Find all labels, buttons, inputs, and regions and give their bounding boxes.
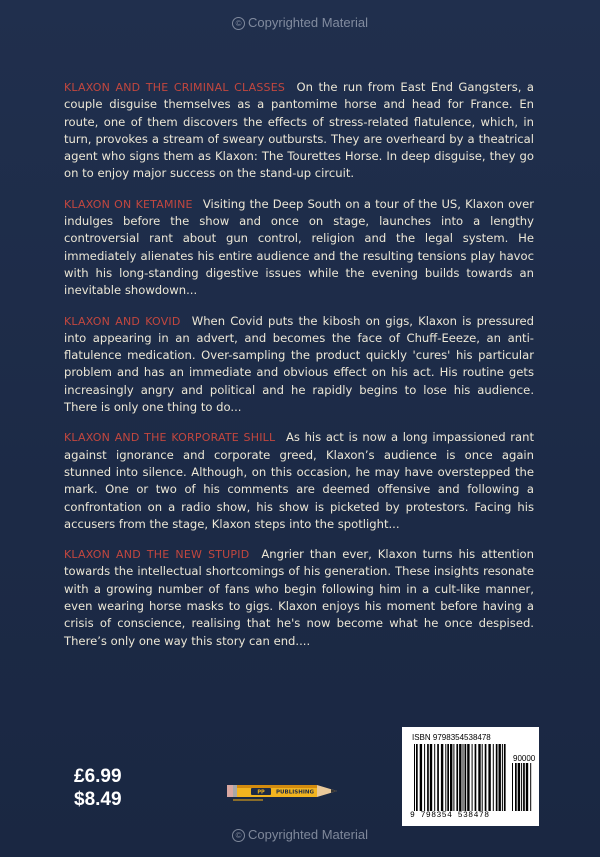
blurb-ketamine <box>64 196 534 300</box>
blurb-title: KLAXON ON KETAMINE <box>64 197 193 211</box>
price-usd: $8.49 <box>74 789 122 810</box>
price-code: 90000 <box>513 754 536 763</box>
addon-barcode-icon <box>512 763 534 811</box>
publisher-logo <box>225 776 345 806</box>
barcode-digits: 9 798354 538478 <box>410 811 490 820</box>
copyright-icon: © <box>232 17 245 30</box>
blurb-text: Visiting the Deep South on a tour of the US, Klaxon over indulges before the show and once on stage, launches into a lengthy controversial rant about gun control, religion and the legal system. He immediately alienates his entire audience and the resulting tensions play havoc with his long-standing digestive issues while the evening builds towards an inevitable showdown... <box>64 196 534 298</box>
publisher-name: PUBLISHING <box>276 789 314 796</box>
blurb-text: Angrier than ever, Klaxon turns his attention towards the intellectual shortcomings of his generation. These insights resonate with a growing number of fans who begin following him in a cult-like manner, even wearing horse masks to gigs. Klaxon enjoys his moment before having a crisis of conscience, realising that he's now become what he once despised. There’s only one way this story can end.... <box>64 547 534 648</box>
watermark-bottom: © Copyrighted Material <box>0 827 600 842</box>
copyright-icon: © <box>232 829 245 842</box>
blurb-title: KLAXON AND THE KORPORATE SHILL <box>64 431 276 445</box>
svg-text:PP: PP <box>257 789 265 796</box>
isbn-label: ISBN 9798354538478 <box>412 733 491 742</box>
blurb-text: On the run from East End Gangsters, a couple disguise themselves as a pantomime horse and head for France. En route, one of them discovers the effects of stress-related flatulence, which, in turn, provokes a stream of sweary outbursts. They are overheard by a theatrical agent who signs them as Klaxon: The Tourettes Horse. In deep disguise, they go on to enjoy major success on the stand-up circuit. <box>64 80 535 181</box>
blurb-korporate-shill <box>64 429 534 533</box>
price-gbp: £6.99 <box>74 766 122 787</box>
price-block <box>74 765 122 811</box>
blurb-title: KLAXON AND THE NEW STUPID <box>64 548 250 562</box>
blurb-title: KLAXON AND THE CRIMINAL CLASSES <box>64 81 286 94</box>
blurb-kovid <box>64 313 534 417</box>
blurb-criminal-classes <box>64 79 534 183</box>
pencil-logo-icon <box>225 776 345 806</box>
barcode-bars-icon <box>414 744 508 811</box>
blurb-title: KLAXON AND KOVID <box>64 314 181 328</box>
blurb-text: When Covid puts the kibosh on gigs, Klaxon is pressured into appearing in an advert, and becomes the face of Chuff-Eeeze, an anti-flatulence medication. Over-sampling the product quickly 'cures' his particular problem and has an immediate and obvious effect on his act. His routine gets increasingly angry and political and he rapidly begins to lose his audience. There is only one thing to do... <box>64 313 535 415</box>
watermark-top: © Copyrighted Material <box>0 15 600 30</box>
barcode <box>402 727 539 826</box>
blurb-text: As his act is now a long impassioned rant against ignorance and corporate greed, Klaxon’s audience is once again stunned into silence. Although, on this occasion, he may have overstepped the mark. One or two of his comments are deemed offensive and following a confrontation on a radio show, his show is picketed by protestors. Facing his accusers from the stage, Klaxon steps into the spotlight... <box>64 430 534 531</box>
blurb-new-stupid <box>64 546 534 650</box>
blurb-list <box>64 79 534 663</box>
